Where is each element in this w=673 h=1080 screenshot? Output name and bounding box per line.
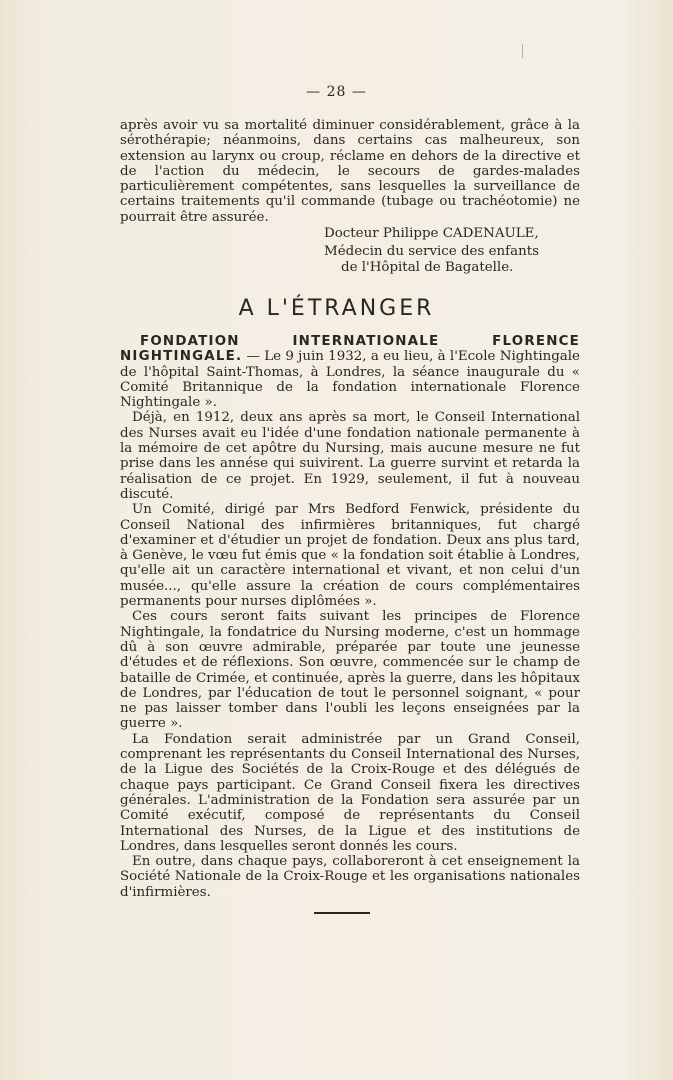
article-paragraph: La Fondation serait administrée par un Grand Conseil, comprenant les représentants du Conseil International des Nurses, de la Ligue des Sociétés de la Croix-Rouge et des délégués de chaque pays participant. Ce Grand Conseil fixera les directives générales. L'administration de la Fondation sera assurée par un Comité exécutif, composé de représentants du Conseil International des Nurses, de la Ligue et des institutions de Londres, dans lesquelles seront donnés les cours. <box>120 731 580 854</box>
signature-name: Docteur Philippe CADENAULE, <box>324 226 539 241</box>
scan-artifact <box>522 44 523 58</box>
signature-role-line1: Médecin du service des enfants <box>324 244 539 259</box>
intro-section <box>120 118 580 225</box>
article-paragraph: Un Comité, dirigé par Mrs Bedford Fenwick, présidente du Conseil National des infirmières britanniques, fut chargé d'examiner et d'étudier un projet de fondation. Deux ans plus tard, à Genève, le vœu fut émis que « la fondation soit établie à Londres, qu'elle ait un caractère international et vivant, et non celui d'un musée..., qu'elle assure la création de cours complémentaires permanents pour nurses diplômées ». <box>120 502 580 610</box>
signature-role-line2: de l'Hôpital de Bagatelle. <box>341 260 514 275</box>
article-lead-text: — Le 9 juin 1932, a eu lieu, à l'Ecole Nightingale de l'hôpital Saint-Thomas, à Londres, la séance inaugurale du « Comité Britannique de la fondation internationale Florence Nightingale ». <box>120 349 580 411</box>
intro-paragraph: après avoir vu sa mortalité diminuer considérablement, grâce à la sérothérapie; néanmoins, dans certains cas malheureux, son extension au larynx ou croup, réclame en dehors de la directive et de l'action du médecin, le secours de gardes-malades particulièrement compétentes, sans lesquelles la surveillance de certains traitements qu'il commande (tubage ou trachéotomie) ne pourrait être assurée. <box>120 118 580 225</box>
article-paragraph: En outre, dans chaque pays, collaboreront à cet enseignement la Société Nationale de la Croix-Rouge et les organisations nationales d'infirmières. <box>120 854 580 900</box>
article-lead-title: FONDATION INTERNATIONALE FLORENCE NIGHTINGALE. <box>120 334 580 365</box>
article-paragraph: Ces cours seront faits suivant les principes de Florence Nightingale, la fondatrice du Nursing moderne, c'est un hommage dû à son œuvre admirable, préparée par toute une jeunesse d'études et de réflexions. Son œuvre, commencée sur le champ de bataille de Crimée, et continuée, après la guerre, dans les hôpitaux de Londres, par l'éducation de tout le personnel soignant, « pour ne pas laisser tomber dans l'oubli les leçons enseignées par la guerre ». <box>120 609 580 732</box>
article-body <box>120 334 580 900</box>
page-number: — 28 — <box>306 84 367 100</box>
section-heading: A L'ÉTRANGER <box>238 296 435 321</box>
article-lead-paragraph <box>120 334 580 410</box>
article-paragraph: Déjà, en 1912, deux ans après sa mort, le Conseil International des Nurses avait eu l'idée d'une fondation nationale permanente à la mémoire de cet apôtre du Nursing, mais aucune mesure ne fut prise dans les annése qui suivirent. La guerre survint et retarda la réalisation de ce projet. En 1929, seulement, il fut à nouveau discuté. <box>120 410 580 502</box>
closing-rule <box>314 912 370 914</box>
